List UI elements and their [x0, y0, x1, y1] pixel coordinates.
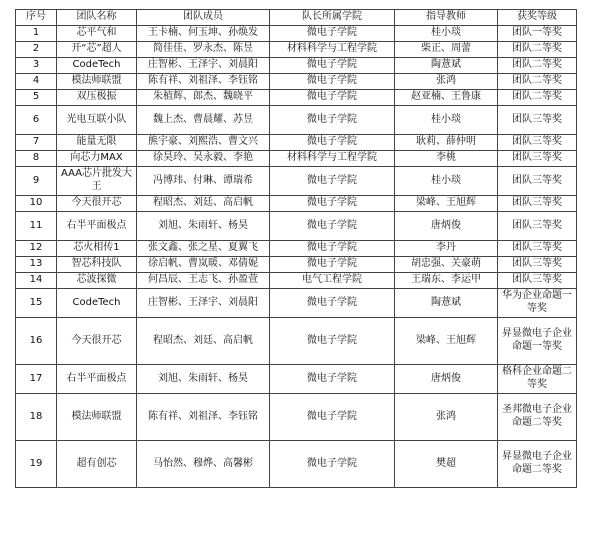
table-row	[16, 441, 577, 488]
cell-award-level: 圣邦微电子企业命题二等奖	[498, 394, 577, 441]
table-row	[16, 135, 577, 151]
cell-award-level: 团队三等奖	[498, 257, 577, 273]
cell-index: 12	[16, 241, 57, 257]
cell-award-level: 团队三等奖	[498, 241, 577, 257]
cell-advisor: 李桃	[395, 151, 498, 167]
cell-index: 19	[16, 441, 57, 488]
cell-advisor: 柴正、周蕾	[395, 42, 498, 58]
cell-award-level: 团队二等奖	[498, 58, 577, 74]
cell-advisor: 耿莉、薛仲明	[395, 135, 498, 151]
awards-table	[15, 9, 577, 488]
cell-award-level: 团队三等奖	[498, 212, 577, 241]
cell-team-members: 张文鑫、张之星、夏翼飞	[137, 241, 270, 257]
cell-captain-college: 微电子学院	[270, 135, 395, 151]
cell-advisor: 王瑞东、李运甲	[395, 273, 498, 289]
header-index: 序号	[16, 10, 57, 26]
cell-captain-college: 材料科学与工程学院	[270, 42, 395, 58]
table-row	[16, 365, 577, 394]
cell-index: 1	[16, 26, 57, 42]
table-row	[16, 167, 577, 196]
cell-award-level: 团队二等奖	[498, 90, 577, 106]
cell-captain-college: 微电子学院	[270, 90, 395, 106]
cell-team-name: 芯火相传1	[57, 241, 137, 257]
cell-index: 2	[16, 42, 57, 58]
cell-award-level: 华为企业命题一等奖	[498, 289, 577, 318]
cell-award-level: 昇显微电子企业命题一等奖	[498, 318, 577, 365]
table-row	[16, 212, 577, 241]
cell-captain-college: 微电子学院	[270, 58, 395, 74]
header-team-members: 团队成员	[137, 10, 270, 26]
cell-award-level: 团队三等奖	[498, 106, 577, 135]
cell-team-members: 冯博玮、付琳、谭瑞希	[137, 167, 270, 196]
cell-index: 10	[16, 196, 57, 212]
cell-team-name: 超有创芯	[57, 441, 137, 488]
header-team-name: 团队名称	[57, 10, 137, 26]
cell-team-members: 朱植辉、郎杰、魏晓平	[137, 90, 270, 106]
cell-index: 15	[16, 289, 57, 318]
cell-captain-college: 微电子学院	[270, 241, 395, 257]
cell-advisor: 唐炳俊	[395, 365, 498, 394]
cell-team-members: 陈有祥、刘祖泽、李钰铭	[137, 394, 270, 441]
table-row	[16, 26, 577, 42]
cell-team-members: 马怡然、穆烨、高馨彬	[137, 441, 270, 488]
table-body	[16, 26, 577, 488]
cell-team-name: 右半平面极点	[57, 212, 137, 241]
cell-index: 17	[16, 365, 57, 394]
cell-captain-college: 微电子学院	[270, 74, 395, 90]
cell-advisor: 张鸿	[395, 394, 498, 441]
cell-team-members: 刘旭、朱雨轩、杨昊	[137, 212, 270, 241]
table-row	[16, 106, 577, 135]
cell-team-name: 今天很开芯	[57, 196, 137, 212]
cell-award-level: 昇显微电子企业命题二等奖	[498, 441, 577, 488]
cell-team-name: 智芯科技队	[57, 257, 137, 273]
table-row	[16, 273, 577, 289]
cell-team-members: 陈有祥、刘祖泽、李钰铭	[137, 74, 270, 90]
cell-team-members: 王卡楠、何玉坤、孙焕发	[137, 26, 270, 42]
cell-award-level: 团队一等奖	[498, 26, 577, 42]
cell-team-name: AAA芯片批发大王	[57, 167, 137, 196]
cell-index: 4	[16, 74, 57, 90]
table-row	[16, 74, 577, 90]
cell-captain-college: 微电子学院	[270, 196, 395, 212]
table-row	[16, 318, 577, 365]
cell-team-members: 徐昊玲、吴永毅、李艳	[137, 151, 270, 167]
cell-advisor: 陶薏斌	[395, 289, 498, 318]
cell-award-level: 格科企业命题二等奖	[498, 365, 577, 394]
cell-captain-college: 微电子学院	[270, 289, 395, 318]
cell-advisor: 桂小琰	[395, 106, 498, 135]
cell-advisor: 梁峰、王旭辉	[395, 196, 498, 212]
cell-advisor: 陶薏斌	[395, 58, 498, 74]
cell-index: 8	[16, 151, 57, 167]
cell-team-name: 能量无限	[57, 135, 137, 151]
table-row	[16, 58, 577, 74]
table-row	[16, 394, 577, 441]
cell-advisor: 张鸿	[395, 74, 498, 90]
header-advisor: 指导教师	[395, 10, 498, 26]
cell-team-name: 向芯力MAX	[57, 151, 137, 167]
cell-team-members: 徐启帆、曹岚暖、邓倩妮	[137, 257, 270, 273]
cell-award-level: 团队三等奖	[498, 167, 577, 196]
cell-team-members: 庄智彬、王泽宇、刘晨阳	[137, 58, 270, 74]
cell-team-members: 何昌辰、王志飞、孙盈萱	[137, 273, 270, 289]
cell-team-name: 双压极振	[57, 90, 137, 106]
cell-captain-college: 微电子学院	[270, 365, 395, 394]
table-row	[16, 151, 577, 167]
cell-team-name: 芯平气和	[57, 26, 137, 42]
cell-index: 7	[16, 135, 57, 151]
cell-index: 18	[16, 394, 57, 441]
cell-index: 11	[16, 212, 57, 241]
cell-team-name: 模法师联盟	[57, 74, 137, 90]
table-row	[16, 257, 577, 273]
cell-advisor: 梁峰、王旭辉	[395, 318, 498, 365]
cell-team-name: 芯波探微	[57, 273, 137, 289]
table-row	[16, 241, 577, 257]
table-header-row	[16, 10, 577, 26]
table-row	[16, 90, 577, 106]
cell-captain-college: 微电子学院	[270, 167, 395, 196]
cell-index: 13	[16, 257, 57, 273]
cell-index: 3	[16, 58, 57, 74]
header-award-level: 获奖等级	[498, 10, 577, 26]
cell-team-members: 刘旭、朱雨轩、杨昊	[137, 365, 270, 394]
cell-captain-college: 微电子学院	[270, 26, 395, 42]
cell-captain-college: 微电子学院	[270, 441, 395, 488]
cell-team-name: 开“芯”超人	[57, 42, 137, 58]
cell-team-members: 庄智彬、王泽宇、刘晨阳	[137, 289, 270, 318]
cell-award-level: 团队三等奖	[498, 273, 577, 289]
cell-captain-college: 微电子学院	[270, 257, 395, 273]
cell-captain-college: 微电子学院	[270, 106, 395, 135]
cell-captain-college: 材料科学与工程学院	[270, 151, 395, 167]
cell-captain-college: 微电子学院	[270, 212, 395, 241]
cell-team-members: 魏上杰、曹晨耀、苏昱	[137, 106, 270, 135]
cell-advisor: 樊超	[395, 441, 498, 488]
cell-team-name: CodeTech	[57, 289, 137, 318]
cell-award-level: 团队二等奖	[498, 74, 577, 90]
table-row	[16, 196, 577, 212]
cell-team-name: 右半平面极点	[57, 365, 137, 394]
cell-team-name: 今天很开芯	[57, 318, 137, 365]
cell-award-level: 团队三等奖	[498, 151, 577, 167]
cell-index: 5	[16, 90, 57, 106]
cell-index: 6	[16, 106, 57, 135]
header-captain-college: 队长所属学院	[270, 10, 395, 26]
cell-team-members: 程昭杰、刘廷、高启帆	[137, 196, 270, 212]
cell-team-name: 光电互联小队	[57, 106, 137, 135]
cell-captain-college: 微电子学院	[270, 318, 395, 365]
cell-team-members: 简佳佳、罗永杰、陈昱	[137, 42, 270, 58]
cell-team-members: 熊宇豪、刘熙浩、曹文兴	[137, 135, 270, 151]
cell-advisor: 赵亚楠、王鲁康	[395, 90, 498, 106]
table-row	[16, 289, 577, 318]
cell-captain-college: 微电子学院	[270, 394, 395, 441]
cell-captain-college: 电气工程学院	[270, 273, 395, 289]
table-row	[16, 42, 577, 58]
cell-team-name: CodeTech	[57, 58, 137, 74]
cell-advisor: 李丹	[395, 241, 498, 257]
cell-index: 14	[16, 273, 57, 289]
cell-index: 9	[16, 167, 57, 196]
cell-team-name: 模法师联盟	[57, 394, 137, 441]
cell-advisor: 唐炳俊	[395, 212, 498, 241]
cell-advisor: 桂小琰	[395, 167, 498, 196]
cell-team-members: 程昭杰、刘廷、高启帆	[137, 318, 270, 365]
cell-advisor: 桂小琰	[395, 26, 498, 42]
cell-award-level: 团队三等奖	[498, 135, 577, 151]
cell-award-level: 团队二等奖	[498, 42, 577, 58]
cell-award-level: 团队三等奖	[498, 196, 577, 212]
cell-index: 16	[16, 318, 57, 365]
cell-advisor: 胡忠强、关豪萌	[395, 257, 498, 273]
